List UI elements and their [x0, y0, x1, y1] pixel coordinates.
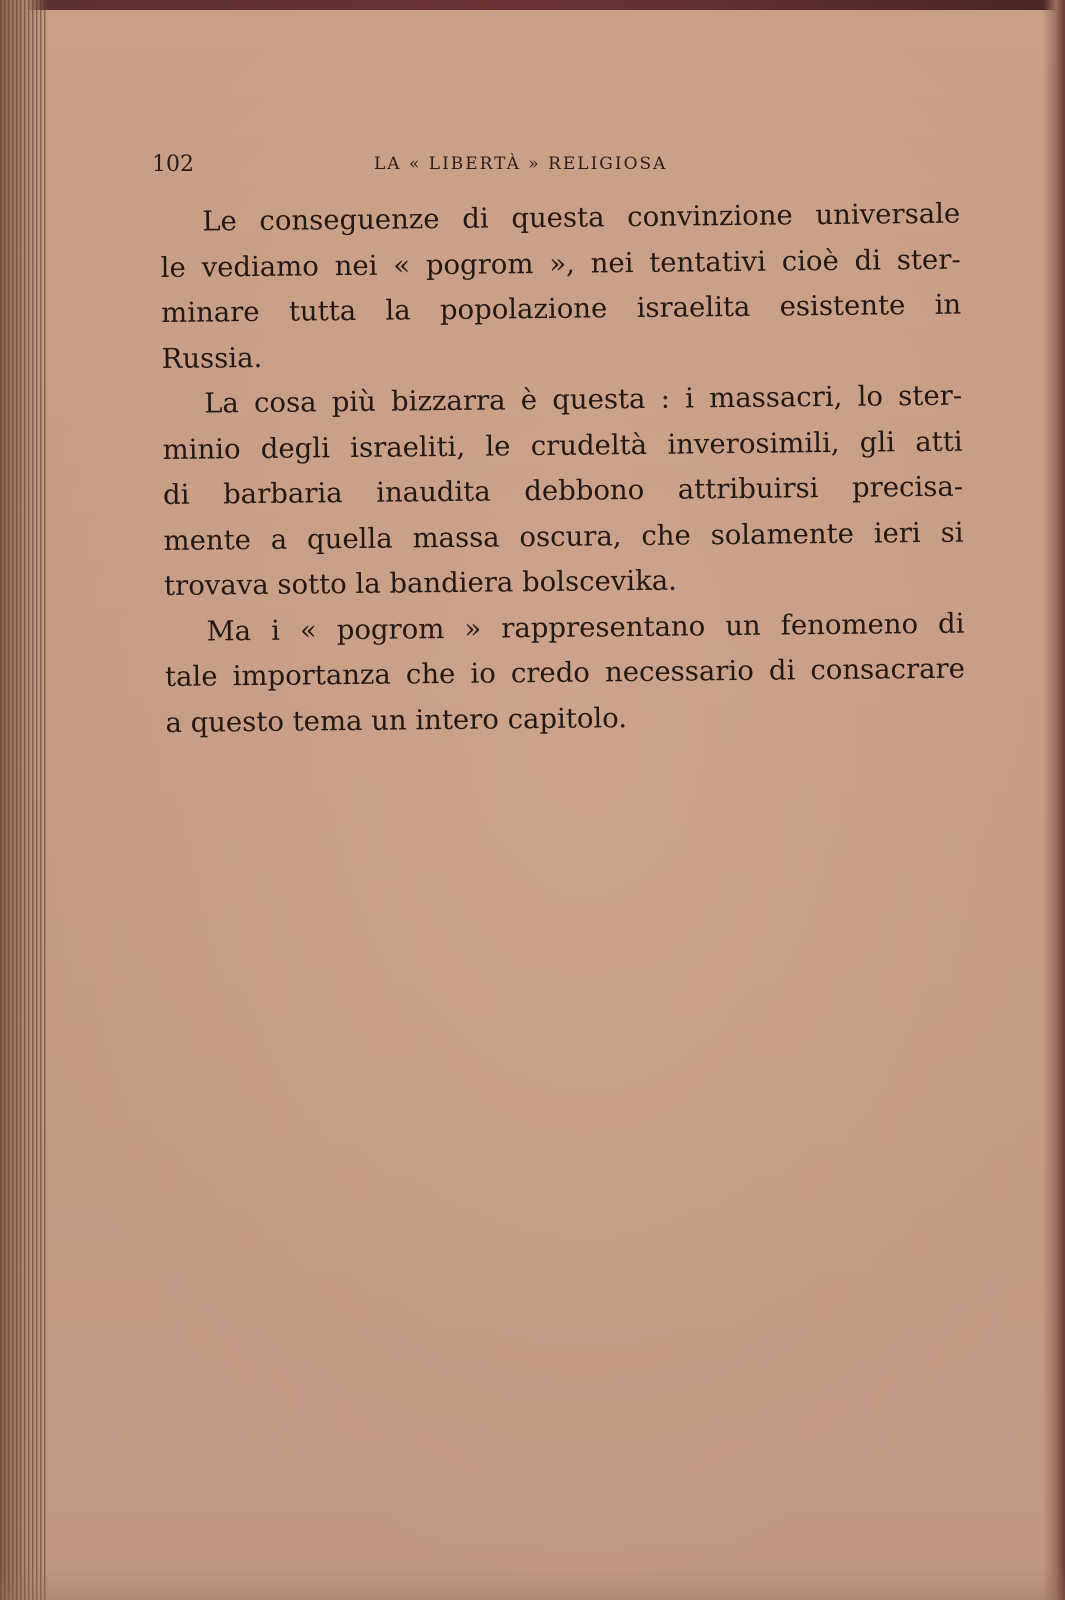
text-line: trovava sotto la bandiera bolscevika. [163, 564, 678, 602]
text-line: tale importanza che io credo necessario di consacrare [164, 652, 966, 693]
text-line: Russia. [161, 341, 263, 375]
text-line: Le conseguenze di questa convinzione universale [202, 197, 961, 238]
text-line: La cosa più bizzarra è questa : i massacri, lo ster- [203, 379, 963, 420]
book-cover-edge [0, 0, 1065, 10]
paragraph-3 [164, 601, 965, 746]
page-right-edge [1043, 0, 1065, 1600]
page-bottom-shadow [0, 1570, 1065, 1600]
text-line: di barbaria inaudita debbono attribuirsi precisa- [162, 470, 964, 511]
body-text [160, 192, 966, 746]
text-line: minio degli israeliti, le crudeltà inverosimili, gli atti [162, 425, 963, 466]
text-line: mente a quella massa oscura, che solamente ieri si [163, 516, 964, 557]
text-line: minare tutta la popolazione israelita esistente in [161, 288, 962, 329]
running-head: LA « LIBERTÀ » RELIGIOSA [374, 154, 668, 174]
paragraph-2 [162, 374, 964, 610]
page-header [152, 148, 962, 188]
page-gutter-edge [0, 0, 48, 1600]
page-number: 102 [152, 152, 194, 177]
text-line: Ma i « pogrom » rappresentano un fenomeno di [206, 607, 965, 648]
paragraph-1 [160, 192, 962, 382]
text-line: a questo tema un intero capitolo. [165, 701, 628, 739]
text-line: le vediamo nei « pogrom », nei tentativi cioè di ster- [160, 243, 961, 284]
